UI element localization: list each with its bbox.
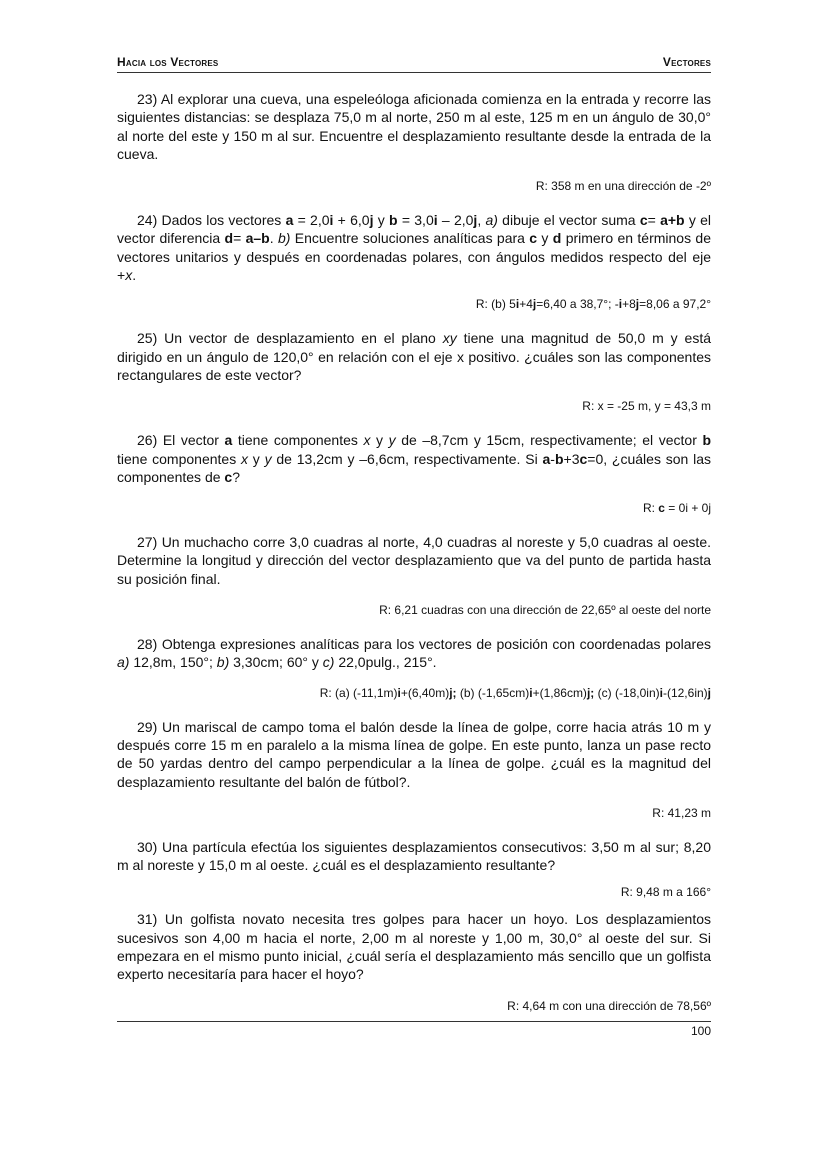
text-run: (b) (-1,65cm)	[456, 685, 530, 700]
text-run: Encuentre soluciones analíticas para	[290, 230, 530, 247]
text-run: y	[373, 212, 390, 229]
text-run: i	[659, 685, 663, 700]
answer-25	[117, 398, 711, 414]
text-run: R: 358 m en una dirección de -2º	[535, 179, 711, 194]
text-run: y	[388, 432, 396, 449]
problem-29	[117, 718, 711, 791]
text-run: i	[515, 297, 520, 312]
answer-29	[117, 805, 711, 821]
text-run: i	[618, 297, 623, 312]
text-run: de 13,2cm y –6,6cm, respectivamente. Si	[271, 450, 543, 467]
text-run: +4	[519, 297, 533, 312]
text-run: j	[707, 685, 711, 700]
problem-number: 30)	[137, 838, 158, 855]
problem-number: 24)	[137, 212, 158, 229]
text-run: c)	[322, 654, 335, 671]
problem-30	[117, 838, 711, 875]
text-run: i	[329, 212, 334, 229]
problem-number: 26)	[137, 432, 158, 449]
text-run: d	[224, 230, 234, 247]
text-run: dibuje el vector suma	[497, 212, 640, 229]
text-run: b)	[216, 654, 230, 671]
problem-number: 25)	[137, 330, 158, 347]
text-run: ,	[477, 212, 486, 229]
text-run: R: (b) 5	[475, 297, 516, 312]
text-run: (c) (-18,0in)	[594, 685, 660, 700]
problem-number: 27)	[137, 534, 158, 551]
text-run: R: 4,64 m con una dirección de 78,56º	[507, 998, 711, 1013]
text-run: x	[125, 267, 133, 284]
answer-24	[117, 296, 711, 312]
text-run: xy	[442, 330, 457, 347]
text-run: i	[433, 212, 438, 229]
text-run: R: 9,48 m a 166°	[620, 885, 711, 900]
text-run: j	[635, 297, 640, 312]
text-run: El vector	[162, 432, 225, 449]
header-right: Vectores	[662, 55, 711, 69]
text-run: =	[233, 230, 246, 247]
text-run: +(6,40m)	[400, 685, 450, 700]
text-run: j	[473, 212, 478, 229]
text-run: j	[532, 297, 537, 312]
text-run: =	[647, 212, 661, 229]
problem-number: 28)	[137, 636, 158, 653]
text-run: .	[132, 267, 137, 284]
text-run: = 0i + 0j	[664, 501, 711, 516]
text-run: tiene componentes	[117, 450, 241, 467]
problem-number: 29)	[137, 718, 158, 735]
text-run: = 2,0	[293, 212, 330, 229]
text-run: +3	[563, 450, 580, 467]
text-run: a–b	[245, 230, 270, 247]
text-run: y	[248, 450, 265, 467]
answer-30	[117, 884, 711, 900]
text-run: – 2,0	[437, 212, 474, 229]
text-run: a	[285, 212, 294, 229]
text-run: .	[269, 230, 278, 247]
text-run: x	[241, 450, 248, 467]
text-run: +8	[622, 297, 636, 312]
text-run: y	[537, 230, 553, 247]
text-run: + 6,0	[333, 212, 370, 229]
text-run: =8,06 a 97,2°	[639, 297, 711, 312]
text-run: Un golfista novato necesita tres golpes para hacer un hoyo. Los desplazamientos sucesivos son 4,00 m hacia el norte, 2,00 m al noreste y 1,00 m, 30,0° al oeste del sur. Si empezara en el mismo punto inicial, ¿cuál sería el desplazamiento más sencillo que un golfista experto necesitaría para hacer el hoyo?	[117, 911, 711, 983]
text-run: x	[363, 432, 371, 449]
running-header	[117, 52, 711, 73]
text-run: R: x = -25 m, y = 43,3 m	[582, 399, 711, 414]
problem-28	[117, 635, 711, 672]
text-run: c	[529, 230, 538, 247]
problem-26	[117, 431, 711, 486]
answer-26	[117, 500, 711, 516]
text-run: c	[639, 212, 648, 229]
text-run: y	[370, 432, 389, 449]
text-run: = 3,0	[397, 212, 434, 229]
answer-23	[117, 178, 711, 194]
text-run: primero en términos de vectores unitarios y después en coordenadas polares, con ángulos medidos respecto del eje +	[117, 230, 712, 284]
problem-23	[117, 90, 711, 163]
text-run: a+b	[660, 212, 685, 229]
text-run: -	[550, 450, 555, 467]
text-run: a	[542, 450, 551, 467]
text-run: j;	[449, 685, 457, 700]
text-run: +(1,86cm)	[532, 685, 587, 700]
text-run: R:	[642, 501, 659, 516]
text-run: b)	[277, 230, 291, 247]
header-left: Hacia los Vectores	[117, 55, 219, 69]
text-run: y el vector diferencia	[117, 212, 712, 247]
problem-24	[117, 211, 711, 284]
text-run: tiene componentes	[232, 432, 364, 449]
text-run: -(12,6in)	[662, 685, 708, 700]
problem-31	[117, 910, 711, 983]
text-run: =0, ¿cuáles son las componentes de	[117, 450, 711, 485]
text-run: Un muchacho corre 3,0 cuadras al norte, 4,0 cuadras al noreste y 5,0 cuadras al oeste. Determine la longitud y dirección del vector desplazamiento que va del punto de partida hasta su posición final.	[117, 534, 711, 587]
text-run: Un mariscal de campo toma el balón desde la línea de golpe, corre hacia atrás 10 m y después corre 15 m en paralelo a la misma línea de golpe. En este punto, lanza un pase recto de 50 yardas dentro del campo perpendicular a la línea de golpe. ¿cuál es la magnitud del desplazamiento resultante del balón de fútbol?.	[117, 718, 711, 790]
text-run: b	[389, 212, 398, 229]
text-run: a)	[485, 212, 498, 229]
text-run: R: (a) (-11,1m)	[319, 685, 398, 700]
footer-rule	[117, 1021, 711, 1022]
page-content	[117, 52, 711, 1014]
problem-number: 31)	[137, 911, 158, 928]
text-run: Obtenga expresiones analíticas para los vectores de posición con coordenadas polares	[161, 636, 712, 653]
text-run: Un vector de desplazamiento en el plano	[164, 330, 443, 347]
text-run: a)	[117, 654, 130, 671]
text-run: j	[369, 212, 374, 229]
text-run: d	[552, 230, 562, 247]
text-run: a	[224, 432, 233, 449]
answer-28	[117, 685, 711, 701]
text-run: 12,8m, 150°;	[129, 654, 217, 671]
text-run: b	[702, 432, 711, 449]
problem-27	[117, 533, 711, 588]
text-run: Dados los vectores	[161, 212, 286, 229]
text-run: de –8,7cm y 15cm, respectivamente; el vector	[395, 432, 703, 449]
text-run: tiene una magnitud de 50,0 m y está dirigido en un ángulo de 120,0° en relación con el eje x positivo. ¿cuáles son las componentes rectangulares de este vector?	[117, 330, 712, 383]
page-number: 100	[690, 1024, 711, 1038]
answer-31	[117, 998, 711, 1014]
text-run: R: 41,23 m	[652, 805, 711, 820]
text-run: c	[579, 450, 588, 467]
text-run: y	[264, 450, 272, 467]
problem-25	[117, 329, 711, 384]
text-run: j;	[586, 685, 595, 700]
text-run: 22,0pulg., 215°.	[334, 654, 437, 671]
text-run: Una partícula efectúa los siguientes desplazamientos consecutivos: 3,50 m al sur; 8,20 m al noreste y 15,0 m al oeste. ¿cuál es el desplazamiento resultante?	[117, 838, 711, 874]
text-run: c	[224, 468, 233, 485]
text-run: R: 6,21 cuadras con una dirección de 22,65º al oeste del norte	[379, 603, 711, 618]
text-run: i	[529, 685, 533, 700]
text-run: 3,30cm; 60° y	[229, 654, 323, 671]
problem-number: 23)	[137, 91, 158, 107]
answer-27	[117, 602, 711, 618]
text-run: =6,40 a 38,7°; -	[536, 297, 619, 312]
text-run: Al explorar una cueva, una espeleóloga aficionada comienza en la entrada y recorre las siguientes distancias: se desplaza 75,0 m al norte, 250 m al este, 125 m en un ángulo de 30,0° al norte del este y 150 m al sur. Encuentre el desplazamiento resultante desde la entrada de la cueva.	[117, 91, 711, 162]
text-run: c	[658, 501, 665, 516]
text-run: b	[554, 450, 564, 467]
text-run: ?	[232, 468, 240, 485]
text-run: i	[397, 685, 401, 700]
